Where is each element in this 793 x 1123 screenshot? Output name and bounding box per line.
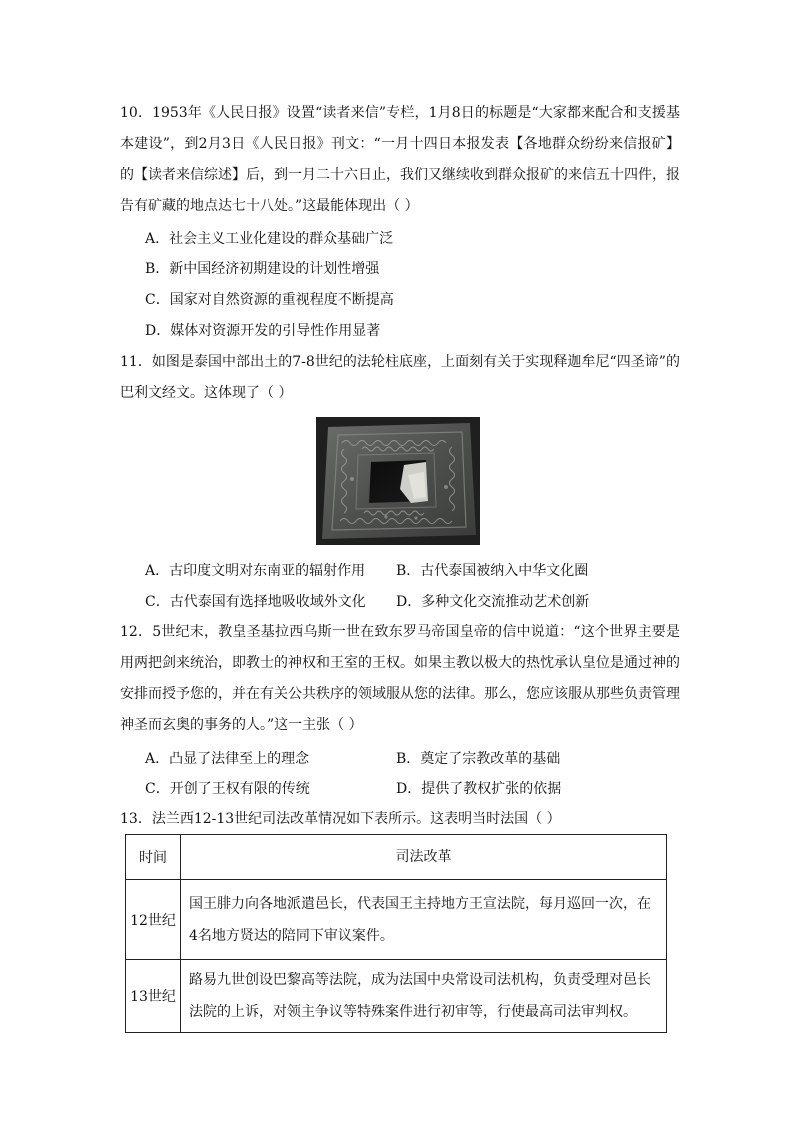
question-10-option-b[interactable]: B．新中国经济初期建设的计划性增强	[145, 261, 380, 277]
table-row	[126, 880, 667, 960]
question-10-stem: 10．1953年《人民日报》设置“读者来信”专栏，1月8日的标题是“大家都来配合和支援基本建设”，到2月3日《人民日报》刊文：“一月十四日本报发表【各地群众纷纷来信报矿】的【读者来信综述】后，到一月二十六日止，我们又继续收到群众报矿的来信五十四件，报告有矿藏的地点达七十八处。”这最能体现出（ ）	[120, 105, 680, 214]
question-12-option-a[interactable]: A．凸显了法律至上的理念	[145, 751, 310, 767]
question-12-stem: 12．5世纪末，教皇圣基拉西乌斯一世在致东罗马帝国皇帝的信中说道：“这个世界主要是用两把剑来统治，即教士的神权和王室的王权。如果主教以极大的热忱承认皇位是通过神的安排而授予您的，并在有关公共秩序的领域服从您的法律。那么，您应该服从那些负责管理神圣而玄奥的事务的人。”这一主张（ ）	[120, 624, 680, 733]
dharma-wheel-base-photo	[316, 417, 480, 545]
question-11-option-a[interactable]: A．古印度文明对东南亚的辐射作用	[145, 563, 366, 579]
table-cell-reform: 路易九世创设巴黎高等法院，成为法国中央常设司法机构，负责受理对邑长法院的上诉，对领主争议等特殊案件进行初审等，行使最高司法审判权。	[181, 960, 667, 1033]
question-12-option-b[interactable]: B．奠定了宗教改革的基础	[396, 751, 561, 767]
question-11-option-d[interactable]: D．多种文化交流推动艺术创新	[396, 594, 590, 610]
question-12-option-d[interactable]: D．提供了教权扩张的依据	[396, 781, 562, 797]
question-12-option-c[interactable]: C．开创了王权有限的传统	[145, 781, 310, 797]
judicial-reform-table	[125, 834, 667, 1033]
table-cell-time: 12世纪	[126, 880, 181, 960]
table-header-reform: 司法改革	[181, 835, 667, 880]
question-11-stem: 11．如图是泰国中部出土的7-8世纪的法轮柱底座，上面刻有关于实现释迦牟尼“四圣谛”的巴利文经文。这体现了（ ）	[120, 354, 680, 401]
question-11-option-c[interactable]: C．古代泰国有选择地吸收域外文化	[145, 594, 366, 610]
table-cell-reform: 国王腓力向各地派遣邑长，代表国王主持地方王宣法院，每月巡回一次，在4名地方贤达的陪同下审议案件。	[181, 880, 667, 960]
question-13-stem: 13．法兰西12-13世纪司法改革情况如下表所示。这表明当时法国（ ）	[120, 811, 561, 827]
table-row	[126, 960, 667, 1033]
question-11-option-b[interactable]: B．古代泰国被纳入中华文化圈	[396, 563, 589, 579]
question-10-option-a[interactable]: A．社会主义工业化建设的群众基础广泛	[145, 231, 394, 247]
table-cell-time: 13世纪	[126, 960, 181, 1033]
question-10-option-d[interactable]: D．媒体对资源开发的引导性作用显著	[145, 323, 381, 339]
table-header-time: 时间	[126, 835, 181, 880]
table-header-row	[126, 835, 667, 880]
question-10-option-c[interactable]: C．国家对自然资源的重视程度不断提高	[145, 292, 394, 308]
